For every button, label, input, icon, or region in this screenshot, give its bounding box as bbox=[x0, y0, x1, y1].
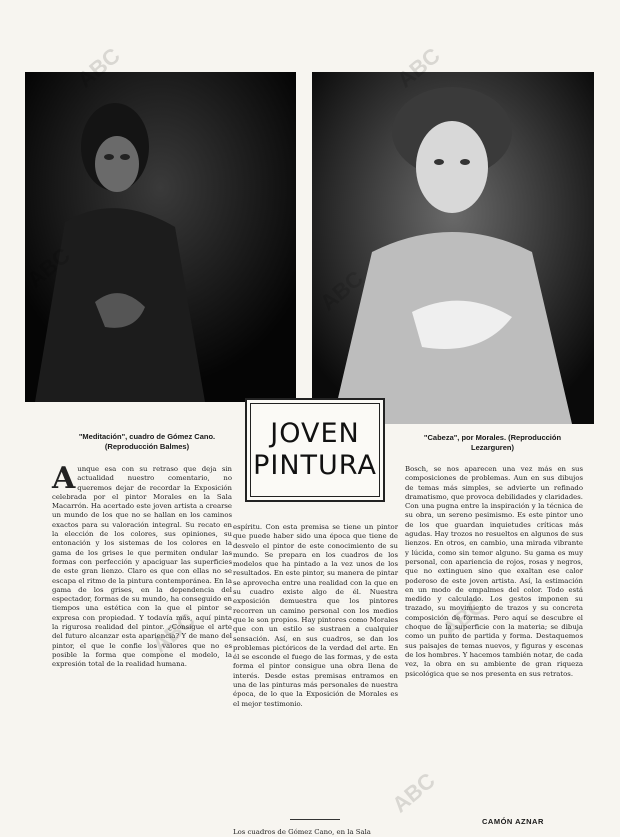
painting-meditacion-image bbox=[25, 72, 296, 402]
abc-watermark: ABC bbox=[437, 592, 490, 643]
abc-watermark: ABC bbox=[392, 42, 445, 93]
caption-left: "Meditación", cuadro de Gómez Cano. (Reproducción Balmes) bbox=[78, 432, 216, 451]
drop-cap: A bbox=[52, 461, 76, 496]
article-column-3 bbox=[405, 465, 583, 679]
article-title-box bbox=[245, 398, 385, 502]
article-column-3-text: Bosch, se nos aparecen una vez más en sus composiciones de problemas. Aun en sus dibujos de temas más simples, se advierte un refinado dramatismo, que provoca debilidades y claridades. Con una pugna entre la inspiración y la técnica de su obra, un sereno pesimismo. Es este pintor uno de los que guardan inquietudes críticas más agudas. Hay trozos no resueltos en algunos de sus lienzos. En otros, en cambio, una mirada vibrante y lúcida, como sin temor alguno. Su gama es muy personal, con apariencia de rojos, rosas y negros, que no extinguen sino que exaltan ese calor poderoso de este joven artista. Así, la estimación en un modo de empalmes del color. Todo está medido y calculado. Los gestos imponen su trazado, su movimiento de trazos y su concreta composición de formas. Pero aquí se descubre el choque de la superficie con la materia; se dibuja como un punto de partida y forma. Destaquemos sus paisajes de temas nuevos, y figuras y escenas de los hombres. Y hacemos también notar, de cada vez, la obra en su ambiente de gran riqueza psicológica que se nos presenta en sus retratos. bbox=[405, 465, 583, 678]
title-line-1: JOVEN bbox=[270, 418, 360, 449]
author-signature: CAMÓN AZNAR bbox=[482, 817, 544, 826]
article-column-2-text: espíritu. Con esta premisa se tiene un pintor que puede haber sido una época que tiene de desvelo el pintor de este conocimiento de su mundo. Se prepara en los cuadros de los modelos que ha pintado a la vez unos de los resultados. En este pintor, su manera de pintar se aprovecha entre una realidad con la que en su cuadro existe algo de él. Nuestra exposición demuestra que los pintores recorren un camino personal con los medios que le son propios. Hay pintores como Morales que con un estilo se sustraen a cualquier sensación. Así, en sus cuadros, se dan los problemas pictóricos de la verdad del arte. En él se esconde el fuego de las formas, y de esta forma el pintor consigue una obra llena de interés. Desde estas premisas entramos en una de las pinturas más personales de nuestra época, de lo que la Exposición de Morales es el mejor testimonio. bbox=[233, 523, 399, 708]
article-column-1-text: unque esa con su retraso que deja sin actualidad nuestro comentario, no queremos dejar de recordar la Exposición celebrada por el pintor Morales en la Sala Macarrón. Ha acertado este joven artista a crearse un mundo de los que no se hallan en los caminos exactos para su valoración integral. Su recato en la elección de los colores, sus opiniones, su entonación y los sistemas de los colores en la gama de los grises le que permiten ondular las formas con perfección y apaciguar las superficies de este gran lienzo. Claro es que con ellas no se escapa el ritmo de la pintura contemporánea. En la gama de los grises, en la dependencia del espectador, formas de su mundo, ha conseguido en tiempos una estética con la que el pintor se expresa con propiedad. Y todavía más, aquí pinta la rigurosa realidad del pintor. ¿Consigue el arte del futuro alcanzar esta apariencia? Y de mano del pintor, el que le confie los valores que no es posible la forma que compone el modelo, la expresión total de la realidad humana. bbox=[52, 465, 232, 669]
abc-watermark: ABC bbox=[387, 767, 440, 818]
title-line-2: PINTURA bbox=[253, 450, 377, 481]
painting-cabeza-image bbox=[312, 72, 594, 424]
article-column-1 bbox=[52, 461, 232, 670]
abc-watermark: ABC bbox=[147, 607, 200, 658]
article-column-2 bbox=[233, 523, 398, 709]
column-2-footer-line: Los cuadros de Gómez Cano, en la Sala bbox=[233, 828, 371, 836]
abc-watermark: ABC bbox=[72, 42, 125, 93]
caption-right: "Cabeza", por Morales. (Reproducción Lezarguren) bbox=[423, 433, 562, 452]
column-divider bbox=[290, 819, 340, 820]
